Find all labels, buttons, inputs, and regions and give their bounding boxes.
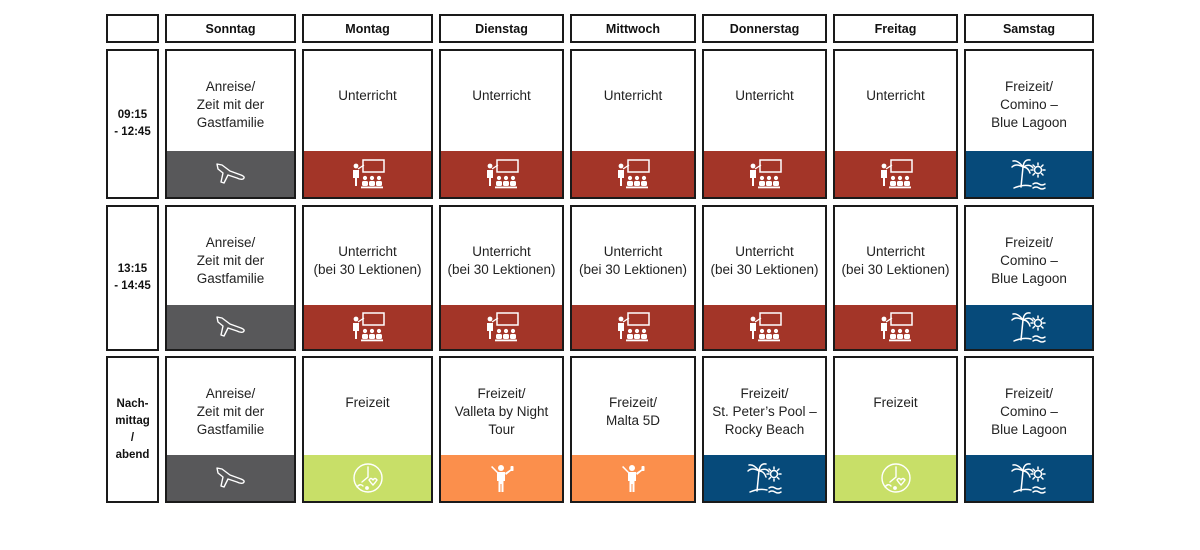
time-slot-label: Nach- mittag / abend <box>106 356 159 503</box>
corner-cell <box>106 14 159 43</box>
classroom-icon <box>746 158 784 190</box>
classroom-icon <box>349 311 387 343</box>
arrival-band <box>167 151 294 197</box>
activity-text: Unterricht (bei 30 Lektionen) <box>841 244 950 277</box>
palm-beach-icon <box>745 461 785 495</box>
activity-text: Freizeit/ Valleta by Night Tour <box>454 386 549 437</box>
classroom-icon <box>877 311 915 343</box>
day-header: Mittwoch <box>570 14 696 43</box>
beach-band <box>966 151 1092 197</box>
activity-cell <box>165 49 296 199</box>
activity-text: Freizeit/ Malta 5D <box>605 395 661 428</box>
activity-text: Unterricht <box>338 88 397 103</box>
lesson-band <box>835 305 956 349</box>
palm-beach-icon <box>1009 157 1049 191</box>
activity-cell <box>833 205 958 351</box>
classroom-icon <box>483 311 521 343</box>
beach-band <box>704 455 825 501</box>
freetime-band <box>835 455 956 501</box>
activity-text: Unterricht <box>866 88 925 103</box>
lesson-band <box>572 305 694 349</box>
arrival-band <box>167 455 294 501</box>
lesson-band <box>304 305 431 349</box>
day-header: Dienstag <box>439 14 564 43</box>
lesson-band <box>441 151 562 197</box>
activity-text: Freizeit/ St. Peter’s Pool – Rocky Beach <box>712 386 817 437</box>
activity-text: Anreise/ Zeit mit der Gastfamilie <box>196 386 265 437</box>
beach-band <box>966 455 1092 501</box>
lesson-band <box>304 151 431 197</box>
activity-cell <box>570 205 696 351</box>
lesson-band <box>441 305 562 349</box>
activity-cell <box>702 205 827 351</box>
beach-band <box>966 305 1092 349</box>
free-time-clock-icon <box>879 461 913 495</box>
activity-cell <box>302 356 433 503</box>
activity-text: Anreise/ Zeit mit der Gastfamilie <box>196 235 265 286</box>
activity-text: Freizeit <box>345 395 390 410</box>
lesson-band <box>704 151 825 197</box>
activity-text: Freizeit/ Comino – Blue Lagoon <box>991 79 1067 130</box>
lesson-band <box>572 151 694 197</box>
airplane-icon <box>213 159 249 189</box>
activity-cell <box>165 205 296 351</box>
day-header: Sonntag <box>165 14 296 43</box>
activity-cell <box>165 356 296 503</box>
time-slot-label: 13:15 - 14:45 <box>106 205 159 351</box>
classroom-icon <box>483 158 521 190</box>
activity-text: Unterricht (bei 30 Lektionen) <box>578 244 688 277</box>
activity-text: Unterricht <box>472 88 531 103</box>
classroom-icon <box>614 158 652 190</box>
day-header: Donnerstag <box>702 14 827 43</box>
classroom-icon <box>614 311 652 343</box>
activity-text: Unterricht (bei 30 Lektionen) <box>447 244 556 277</box>
activity-text: Unterricht <box>735 88 794 103</box>
classroom-icon <box>746 311 784 343</box>
lesson-band <box>704 305 825 349</box>
activity-text: Anreise/ Zeit mit der Gastfamilie <box>196 79 265 130</box>
day-header: Freitag <box>833 14 958 43</box>
activity-text: Freizeit <box>873 395 918 410</box>
activity-cell <box>439 205 564 351</box>
palm-beach-icon <box>1009 310 1049 344</box>
activity-cell <box>964 205 1094 351</box>
activity-cell <box>964 356 1094 503</box>
airplane-icon <box>213 463 249 493</box>
classroom-icon <box>877 158 915 190</box>
airplane-icon <box>213 312 249 342</box>
freetime-band <box>304 455 431 501</box>
activity-cell <box>302 205 433 351</box>
activity-cell <box>439 356 564 503</box>
palm-beach-icon <box>1009 461 1049 495</box>
classroom-icon <box>349 158 387 190</box>
excursion-band <box>441 455 562 501</box>
activity-cell <box>439 49 564 199</box>
day-header: Montag <box>302 14 433 43</box>
tour-guide-icon <box>488 462 516 494</box>
free-time-clock-icon <box>351 461 385 495</box>
day-header: Samstag <box>964 14 1094 43</box>
activity-cell <box>702 49 827 199</box>
tour-guide-icon <box>619 462 647 494</box>
activity-cell <box>964 49 1094 199</box>
activity-text: Freizeit/ Comino – Blue Lagoon <box>991 386 1067 437</box>
activity-text: Freizeit/ Comino – Blue Lagoon <box>991 235 1067 286</box>
activity-cell <box>302 49 433 199</box>
activity-cell <box>833 49 958 199</box>
activity-text: Unterricht (bei 30 Lektionen) <box>313 244 422 277</box>
activity-text: Unterricht (bei 30 Lektionen) <box>710 244 819 277</box>
activity-cell <box>702 356 827 503</box>
time-slot-label: 09:15 - 12:45 <box>106 49 159 199</box>
excursion-band <box>572 455 694 501</box>
lesson-band <box>835 151 956 197</box>
arrival-band <box>167 305 294 349</box>
activity-cell <box>570 356 696 503</box>
activity-cell <box>570 49 696 199</box>
activity-cell <box>833 356 958 503</box>
activity-text: Unterricht <box>603 88 663 103</box>
